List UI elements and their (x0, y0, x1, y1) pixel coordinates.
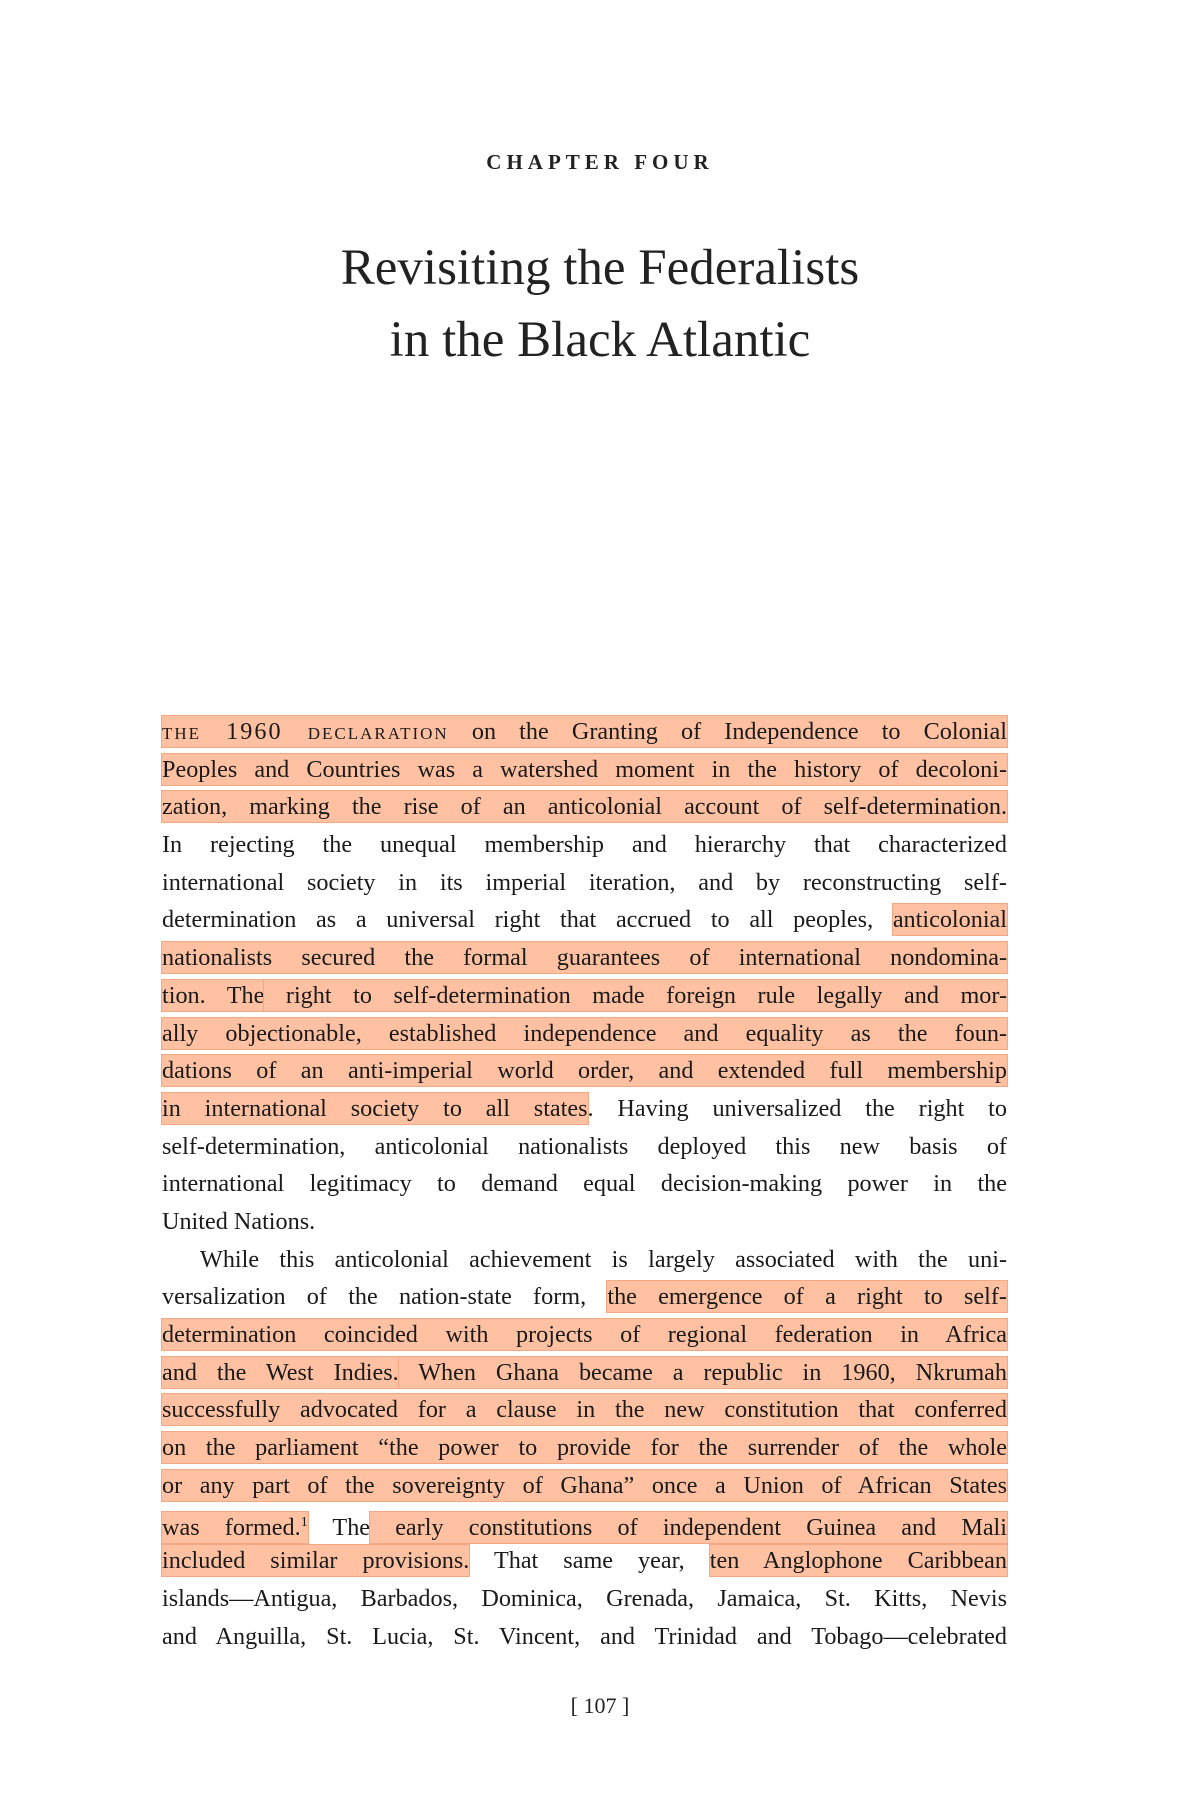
highlight[interactable]: determination coincided with projects of regional federation in Africa (162, 1321, 1007, 1348)
text-line: In rejecting the unequal membership and hierarchy that characterized (162, 831, 1007, 859)
footnote-marker[interactable]: 1 (300, 1515, 308, 1531)
text-line: United Nations. (162, 1207, 316, 1235)
text-line: While this anticolonial achievement is largely associated with the uni- (200, 1245, 1007, 1273)
text-line: determination as a universal right that accrued to all peoples, anticolonial (162, 906, 1007, 934)
highlight[interactable]: and the West Indies. (162, 1358, 399, 1386)
highlight[interactable]: the 1960 declaration on the Granting of Independence to Colonial (162, 718, 1007, 745)
highlight[interactable]: ten Anglophone Caribbean (709, 1547, 1007, 1575)
highlight[interactable]: nationalists secured the formal guarantees of international nondomina- (162, 944, 1007, 972)
text-line (162, 939, 1007, 977)
body-text (162, 713, 1007, 1655)
text-line (162, 1354, 1007, 1392)
highlight[interactable]: Peoples and Countries was a watershed moment in the history of decoloni- (162, 755, 1007, 783)
highlight[interactable]: or any part of the sovereignty of Ghana” once a Union of African States (162, 1471, 1007, 1499)
highlight[interactable]: on the parliament “the power to provide for the surrender of the whole (162, 1434, 1007, 1462)
text-line: and Anguilla, St. Lucia, St. Vincent, and Trinidad and Tobago—celebrated (162, 1622, 1007, 1650)
text-line (162, 788, 1007, 826)
text-line: versalization of the nation-state form, the emergence of a right to self- (162, 1283, 1007, 1311)
text-line: self-determination, anticolonial nationalists deployed this new basis of (162, 1132, 1007, 1160)
highlight[interactable]: was formed.$^1$ (162, 1514, 308, 1542)
chapter-title-line-1: Revisiting the Federalists (340, 240, 860, 296)
highlight[interactable]: zation, marking the rise of an anticolonial account of self-determination. (162, 793, 1007, 821)
highlight[interactable]: dations of an anti-imperial world order, and extended full membership (162, 1057, 1007, 1085)
text-line (162, 713, 1007, 751)
highlight[interactable]: the emergence of a right to self- (607, 1283, 1007, 1311)
highlight[interactable]: early constitutions of independent Guinea and Mali (370, 1514, 1008, 1542)
text-line (162, 751, 1007, 789)
highlight[interactable]: right to self-determination made foreign rule legally and mor- (264, 981, 1007, 1009)
text-line: included similar provisions. That same year, ten Anglophone Caribbean (162, 1547, 1007, 1575)
text-line: international society in its imperial iteration, and by reconstructing self- (162, 868, 1007, 896)
highlight[interactable]: anticolonial (892, 906, 1007, 934)
chapter-title-line-2: in the Black Atlantic (389, 312, 811, 368)
highlight[interactable]: included similar provisions. (162, 1547, 470, 1575)
text-line: international legitimacy to demand equal decision-making power in the (162, 1170, 1007, 1198)
text-line (162, 1316, 1007, 1354)
text-line (162, 1467, 1007, 1505)
text-line: islands—Antigua, Barbados, Dominica, Grenada, Jamaica, St. Kitts, Nevis (162, 1584, 1007, 1612)
highlight[interactable]: ally objectionable, established independence and equality as the foun- (162, 1019, 1007, 1047)
opening-small-caps: the 1960 declaration (162, 718, 449, 745)
highlight[interactable]: When Ghana became a republic in 1960, Nkrumah (398, 1358, 1007, 1386)
text-line (162, 977, 1007, 1015)
highlight[interactable]: successfully advocated for a clause in the new constitution that conferred (162, 1396, 1007, 1424)
highlight[interactable]: tion. The (162, 981, 265, 1009)
text-line (162, 1015, 1007, 1053)
text-line: in international society to all states. Having universalized the right to (162, 1094, 1007, 1122)
text-line (162, 1391, 1007, 1429)
highlight[interactable]: in international society to all states (162, 1094, 588, 1122)
text-line (162, 1429, 1007, 1467)
page-number: [ 107 ] (570, 1693, 630, 1718)
chapter-title (0, 232, 1200, 376)
chapter-label: CHAPTER FOUR (486, 150, 714, 174)
text-line: was formed.$^1$ The early constitutions of independent Guinea and Mali (162, 1514, 1008, 1542)
text-line (162, 1052, 1007, 1090)
